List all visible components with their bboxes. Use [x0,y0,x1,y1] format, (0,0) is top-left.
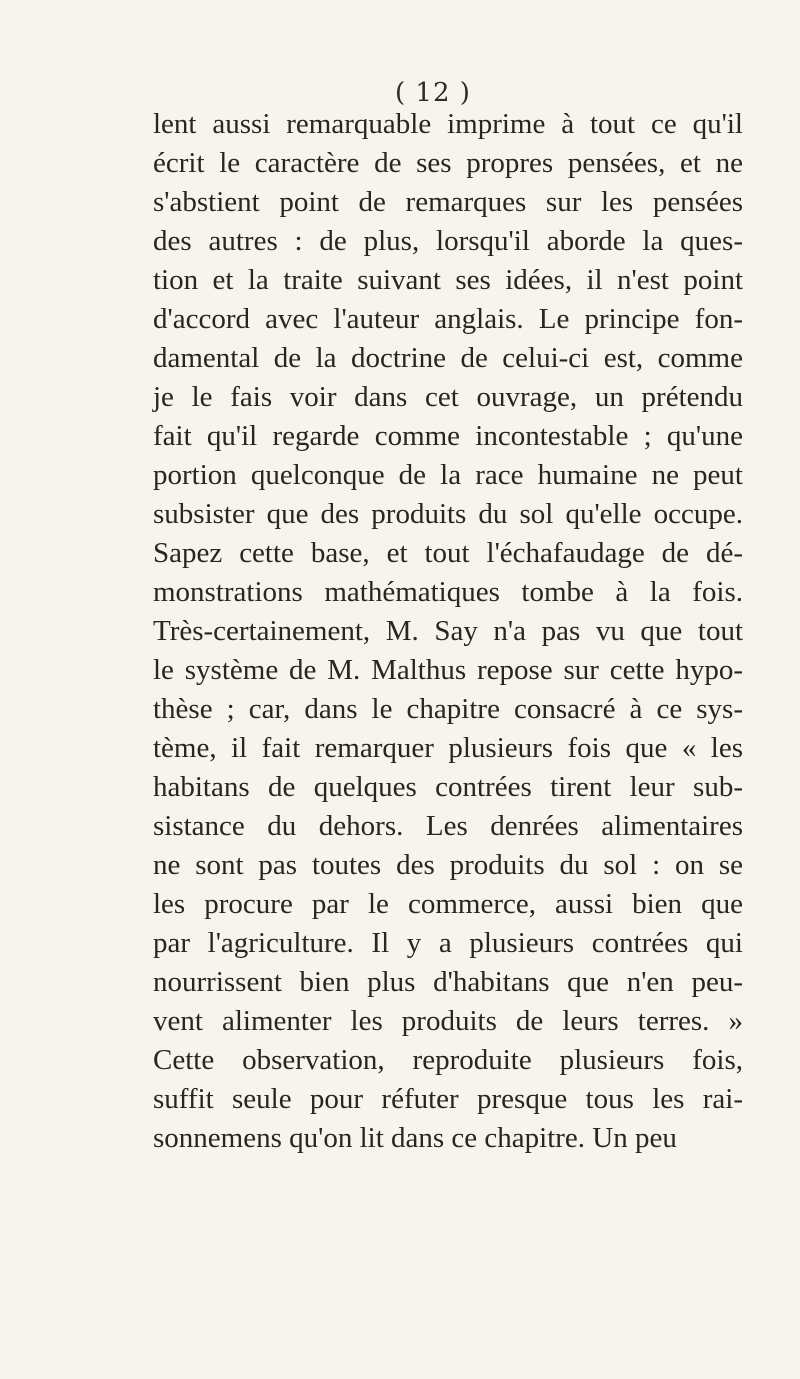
text-line: Sapez cette base, et tout l'échafaudage de dé- [153,537,743,569]
text-line: s'abstient point de remarques sur les pensées [153,186,743,218]
text-line: fait qu'il regarde comme incontestable ; qu'une [153,420,743,452]
text-line: thèse ; car, dans le chapitre consacré à ce sys- [153,693,743,725]
text-line: tème, il fait remarquer plusieurs fois que « les [153,732,743,764]
text-line: par l'agriculture. Il y a plusieurs contrées qui [153,927,743,959]
text-line: le système de M. Malthus repose sur cette hypo- [153,654,743,686]
text-line: portion quelconque de la race humaine ne peut [153,459,743,491]
text-line: suffit seule pour réfuter presque tous les rai- [153,1083,743,1115]
text-line: ne sont pas toutes des produits du sol : on se [153,849,743,881]
text-line: je le fais voir dans cet ouvrage, un prétendu [153,381,743,413]
text-line: monstrations mathématiques tombe à la fois. [153,576,743,608]
text-line: tion et la traite suivant ses idées, il n'est point [153,264,743,296]
text-line: subsister que des produits du sol qu'elle occupe. [153,498,743,530]
text-line: des autres : de plus, lorsqu'il aborde la ques- [153,225,743,257]
text-line: sistance du dehors. Les denrées alimentaires [153,810,743,842]
text-line: damental de la doctrine de celui-ci est, comme [153,342,743,374]
text-line: écrit le caractère de ses propres pensées, et ne [153,147,743,179]
text-line: lent aussi remarquable imprime à tout ce qu'il [153,108,743,140]
text-line: habitans de quelques contrées tirent leur sub- [153,771,743,803]
text-line: Cette observation, reproduite plusieurs fois, [153,1044,743,1076]
text-line: sonnemens qu'on lit dans ce chapitre. Un peu [153,1122,677,1154]
text-line: d'accord avec l'auteur anglais. Le principe fon- [153,303,743,335]
text-line: Très-certainement, M. Say n'a pas vu que tout [153,615,743,647]
page-number: ( 12 ) [395,78,471,108]
body-text [153,105,743,1158]
text-line: les procure par le commerce, aussi bien que [153,888,743,920]
text-line: vent alimenter les produits de leurs terres. » [153,1005,743,1037]
text-line: nourrissent bien plus d'habitans que n'en peu- [153,966,743,998]
